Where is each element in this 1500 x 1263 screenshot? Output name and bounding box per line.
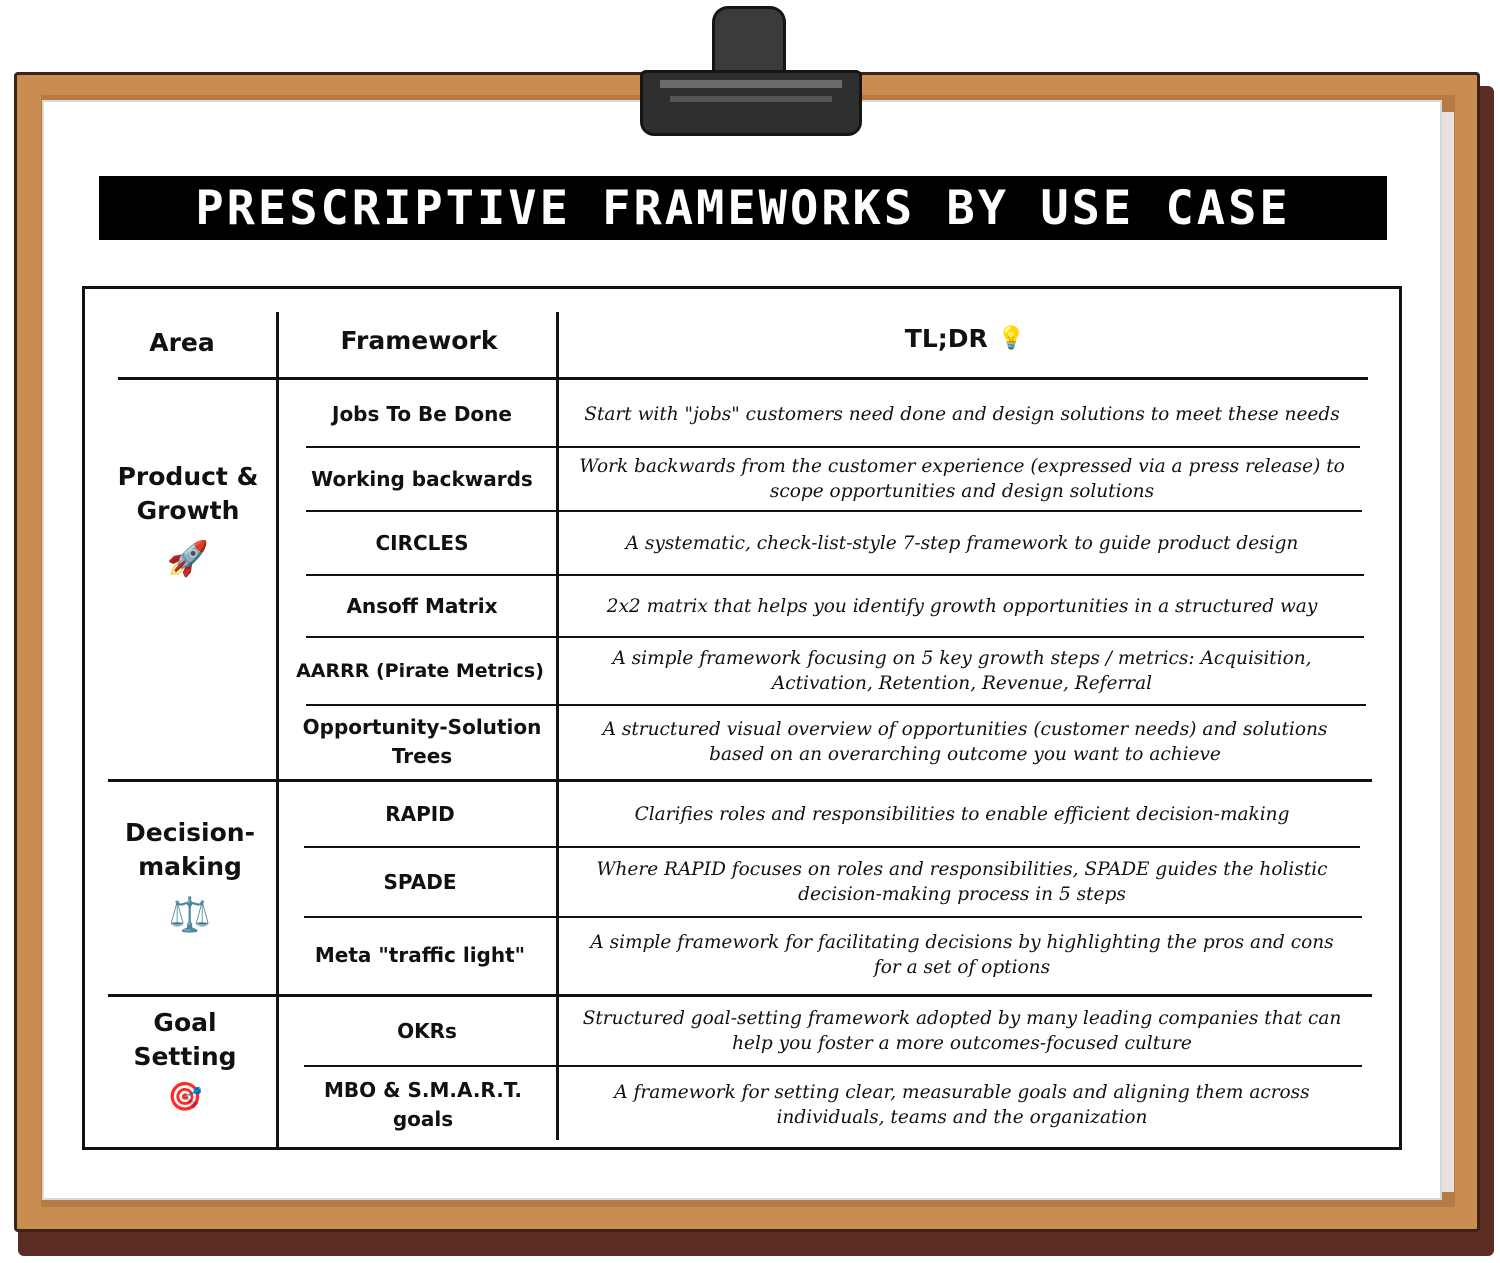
- framework-cell: Jobs To Be Done: [332, 401, 512, 426]
- group-divider-1: [108, 779, 1372, 782]
- framework-cell: Working backwards: [311, 466, 533, 491]
- tldr-cell: A structured visual overview of opportunities (customer needs) and solutions based on an overarching outcome you want to achieve: [602, 719, 1328, 765]
- framework-cell: CIRCLES: [375, 530, 469, 555]
- framework-cell: Opportunity-Solution Trees: [302, 715, 542, 768]
- clip-highlight-lower: [670, 96, 832, 102]
- tldr-cell: Clarifies roles and responsibilities to enable efficient decision-making: [634, 803, 1290, 825]
- header-divider: [118, 377, 1368, 380]
- header-tldr: [562, 308, 1368, 368]
- area-decision-making: [100, 816, 280, 966]
- header-framework-label: Framework: [340, 325, 498, 355]
- paper-edge: [1440, 112, 1454, 1192]
- header-area-label: Area: [149, 327, 215, 357]
- area-product-growth: [100, 460, 276, 660]
- tldr-cell: Where RAPID focuses on roles and responsibilities, SPADE guides the holistic decision-making process in 5 steps: [596, 859, 1328, 905]
- tldr-cell: A simple framework focusing on 5 key growth steps / metrics: Acquisition, Activation, Retention, Revenue, Referral: [612, 648, 1312, 694]
- header-tldr-label: TL;DR: [904, 323, 988, 353]
- target-icon: 🎯: [167, 1080, 203, 1113]
- framework-cell: Meta "traffic light": [314, 942, 526, 967]
- area-label: Decision-: [125, 818, 255, 847]
- scales-icon: ⚖️: [168, 895, 212, 935]
- tldr-cell: A simple framework for facilitating decisions by highlighting the pros and cons for a set of options: [590, 932, 1334, 978]
- area-label: Growth: [136, 496, 240, 525]
- header-framework: [282, 310, 556, 370]
- lightbulb-icon: 💡: [997, 325, 1026, 351]
- tldr-cell: A framework for setting clear, measurable goals and aligning them across individuals, teams and the organization: [614, 1082, 1310, 1128]
- area-label: Setting: [133, 1042, 237, 1071]
- group-divider-2: [108, 994, 1372, 997]
- tldr-cell: 2x2 matrix that helps you identify growth opportunities in a structured way: [606, 595, 1318, 617]
- area-goal-setting: [100, 1006, 270, 1136]
- area-label: Goal: [153, 1008, 217, 1037]
- title-banner: [99, 176, 1387, 240]
- framework-cell: Ansoff Matrix: [346, 593, 498, 618]
- tldr-cell: Start with "jobs" customers need done and design solutions to meet these needs: [584, 403, 1340, 425]
- page-title: PRESCRIPTIVE FRAMEWORKS BY USE CASE: [195, 180, 1291, 236]
- framework-cell: OKRs: [397, 1018, 457, 1043]
- header-area: [100, 312, 264, 372]
- rocket-icon: 🚀: [166, 539, 210, 579]
- framework-cell: MBO & S.M.A.R.T. goals: [323, 1078, 523, 1131]
- area-label: Product &: [117, 462, 259, 491]
- tldr-cell: A systematic, check-list-style 7-step framework to guide product design: [625, 532, 1299, 554]
- row-divider: [304, 1065, 1362, 1067]
- framework-cell: SPADE: [383, 869, 457, 894]
- clip-knob: [712, 6, 786, 76]
- framework-cell: AARRR (Pirate Metrics): [296, 659, 544, 682]
- tldr-cell: Work backwards from the customer experience (expressed via a press release) to scope opportunities and design solutions: [579, 456, 1345, 502]
- area-label: making: [138, 852, 242, 881]
- clip-highlight: [660, 80, 842, 88]
- column-divider-area: [276, 312, 279, 1147]
- tldr-cell: Structured goal-setting framework adopted by many leading companies that can help you foster a more outcomes-focused culture: [582, 1008, 1342, 1054]
- framework-cell: RAPID: [385, 801, 455, 826]
